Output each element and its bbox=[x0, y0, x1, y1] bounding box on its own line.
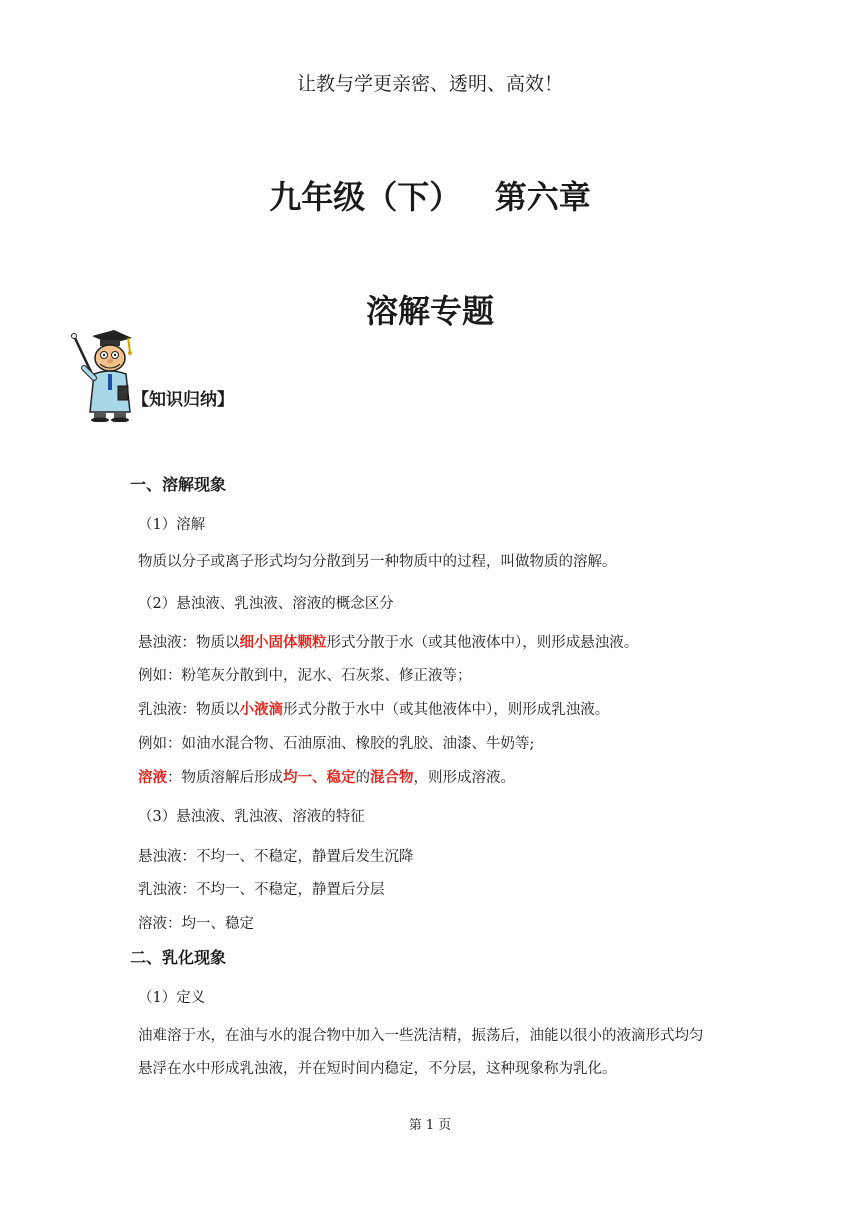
suspension-text-c: 形式分散于水（或其他液体中），则形成悬浊液。 bbox=[326, 635, 639, 651]
knowledge-summary-heading: 【知识归纳】 bbox=[132, 390, 234, 410]
section2-sub1-label: （1）定义 bbox=[138, 990, 206, 1006]
section1-sub1-label: （1）溶解 bbox=[138, 517, 206, 533]
section2-text-line2: 悬浮在水中形成乳浊液，并在短时间内稳定，不分层，这种现象称为乳化。 bbox=[138, 1061, 617, 1077]
solution-definition bbox=[138, 766, 515, 787]
page-header: 让教与学更亲密、透明、高效！ bbox=[296, 73, 563, 95]
suspension-highlight: 细小固体颗粒 bbox=[239, 634, 327, 651]
section1-heading: 一、溶解现象 bbox=[130, 475, 227, 494]
emulsion-highlight: 小液滴 bbox=[239, 701, 283, 718]
section2-heading: 二、乳化现象 bbox=[130, 948, 227, 967]
emulsion-text-c: 形式分散于水中（或其他液体中），则形成乳浊液。 bbox=[283, 702, 610, 718]
page-title-topic: 溶解专题 bbox=[365, 292, 494, 330]
suspension-text-a: 悬浊液：物质以 bbox=[138, 635, 240, 651]
page-number: 第 1 页 bbox=[408, 1118, 452, 1133]
section1-sub3-label: （3）悬浊液、乳浊液、溶液的特征 bbox=[138, 809, 365, 825]
section1-sub1-text: 物质以分子或离子形式均匀分散到另一种物质中的过程，叫做物质的溶解。 bbox=[138, 554, 617, 570]
suspension-example: 例如：粉笔灰分散到中，泥水、石灰浆、修正液等； bbox=[138, 668, 472, 684]
emulsion-text-a: 乳浊液：物质以 bbox=[138, 702, 240, 718]
feature-emulsion: 乳浊液：不均一、不稳定，静置后分层 bbox=[138, 882, 385, 898]
page-title-grade-chapter: 九年级（下） 第六章 bbox=[269, 178, 591, 216]
section2-text-line1: 油难溶于水，在油与水的混合物中加入一些洗洁精，振荡后，油能以很小的液滴形式均匀 bbox=[138, 1028, 704, 1044]
feature-solution: 溶液：均一、稳定 bbox=[138, 916, 254, 932]
emulsion-definition bbox=[138, 698, 609, 719]
solution-highlight-mixture: 混合物 bbox=[370, 769, 414, 786]
section1-sub2-label: （2）悬浊液、乳浊液、溶液的概念区分 bbox=[138, 596, 394, 612]
solution-text-b: ：物质溶解后形成 bbox=[167, 770, 283, 786]
solution-text-d: 的 bbox=[355, 770, 370, 786]
feature-suspension: 悬浊液：不均一、不稳定，静置后发生沉降 bbox=[138, 849, 414, 865]
emulsion-example: 例如：如油水混合物、石油原油、橡胶的乳胶、油漆、牛奶等; bbox=[138, 736, 535, 752]
suspension-definition bbox=[138, 631, 638, 652]
solution-highlight-uniform: 均一、稳定 bbox=[283, 769, 356, 786]
solution-text-f: ，则形成溶液。 bbox=[413, 770, 515, 786]
solution-term: 溶液 bbox=[138, 769, 167, 786]
